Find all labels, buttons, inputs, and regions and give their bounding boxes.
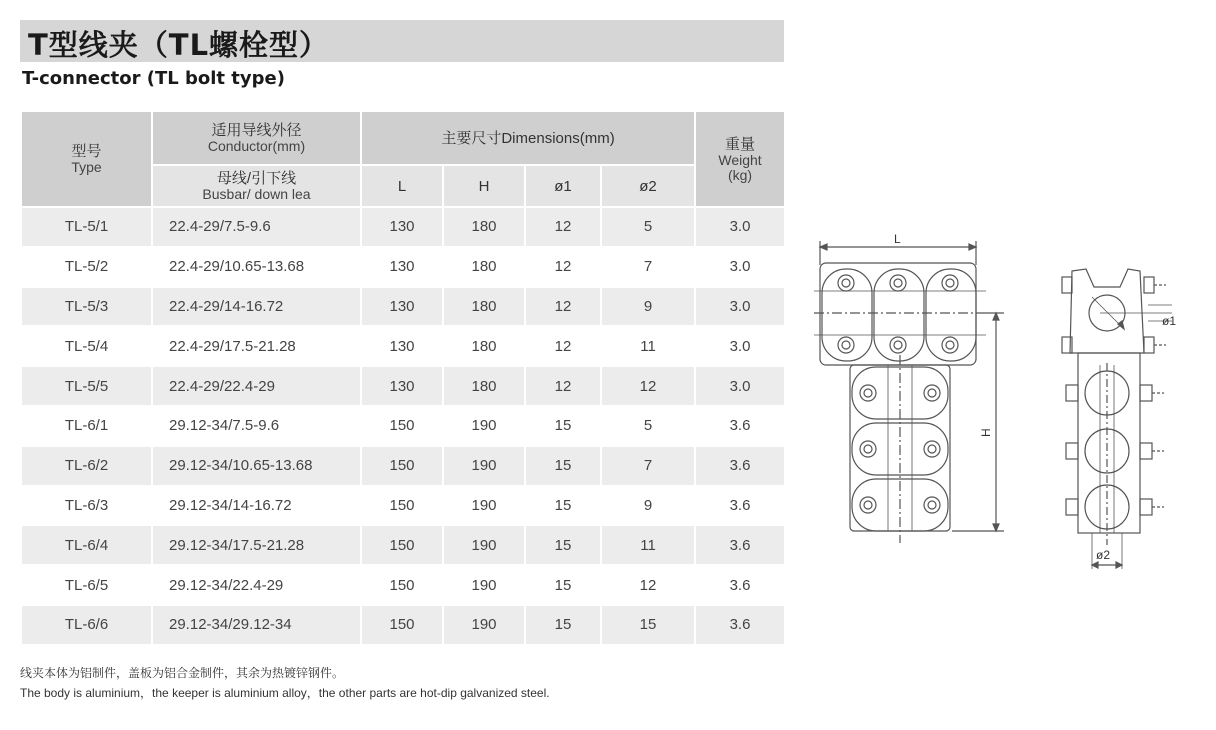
technical-drawing <box>800 225 1190 585</box>
material-note-cn: 线夹本体为铝制件，盖板为铝合金制件，其余为热镀锌钢件。 <box>20 666 345 680</box>
front-view <box>814 232 1004 543</box>
cell-H: 180 <box>443 247 525 287</box>
cell-H: 190 <box>443 486 525 526</box>
cell-L: 150 <box>361 486 443 526</box>
cell-type: TL-6/6 <box>21 605 152 645</box>
cell-d2: 11 <box>601 326 695 366</box>
cell-type: TL-5/5 <box>21 366 152 406</box>
cell-d1: 12 <box>525 287 601 327</box>
cell-weight: 3.0 <box>695 366 785 406</box>
header-d2: ø2 <box>601 165 695 207</box>
cell-type: TL-5/3 <box>21 287 152 327</box>
cell-d2: 11 <box>601 525 695 565</box>
cell-conductor: 22.4-29/17.5-21.28 <box>152 326 361 366</box>
cell-L: 150 <box>361 565 443 605</box>
cell-H: 190 <box>443 605 525 645</box>
cell-d2: 12 <box>601 366 695 406</box>
cell-conductor: 29.12-34/17.5-21.28 <box>152 525 361 565</box>
dim-label-H: H <box>979 428 993 437</box>
header-conductor: 适用导线外径 Conductor(mm) <box>152 111 361 165</box>
cell-d2: 5 <box>601 406 695 446</box>
cell-L: 150 <box>361 605 443 645</box>
dim-label-d2: ø2 <box>1096 548 1111 562</box>
upper-bolts <box>838 275 958 353</box>
table-row <box>21 326 785 366</box>
table-row <box>21 406 785 446</box>
cell-H: 190 <box>443 446 525 486</box>
cell-conductor: 29.12-34/14-16.72 <box>152 486 361 526</box>
side-view <box>1062 269 1176 569</box>
cell-H: 190 <box>443 565 525 605</box>
cell-H: 180 <box>443 326 525 366</box>
cell-H: 180 <box>443 207 525 247</box>
cell-weight: 3.0 <box>695 207 785 247</box>
cell-conductor: 29.12-34/29.12-34 <box>152 605 361 645</box>
cell-type: TL-6/2 <box>21 446 152 486</box>
cell-type: TL-5/2 <box>21 247 152 287</box>
table-row <box>21 486 785 526</box>
cell-type: TL-6/3 <box>21 486 152 526</box>
header-busbar: 母线/引下线 Busbar/ down lea <box>152 165 361 207</box>
cell-L: 130 <box>361 247 443 287</box>
table-row <box>21 525 785 565</box>
cell-d2: 9 <box>601 486 695 526</box>
cell-L: 130 <box>361 287 443 327</box>
title-bar <box>20 20 784 62</box>
cell-type: TL-6/5 <box>21 565 152 605</box>
cell-d2: 9 <box>601 287 695 327</box>
cell-L: 150 <box>361 406 443 446</box>
header-type: 型号 Type <box>21 111 152 207</box>
cell-d2: 15 <box>601 605 695 645</box>
cell-H: 190 <box>443 406 525 446</box>
cell-d1: 12 <box>525 207 601 247</box>
cell-d1: 15 <box>525 486 601 526</box>
page-title: T型线夹（TL螺栓型） <box>28 28 330 62</box>
header-weight: 重量 Weight (kg) <box>695 111 785 207</box>
table-row <box>21 207 785 247</box>
cell-H: 180 <box>443 287 525 327</box>
cell-d2: 7 <box>601 446 695 486</box>
cell-d1: 12 <box>525 326 601 366</box>
page-subtitle: T-connector (TL bolt type) <box>22 68 285 89</box>
cell-L: 130 <box>361 366 443 406</box>
cell-d1: 15 <box>525 605 601 645</box>
cell-weight: 3.6 <box>695 406 785 446</box>
cell-d2: 7 <box>601 247 695 287</box>
cell-conductor: 29.12-34/10.65-13.68 <box>152 446 361 486</box>
cell-d1: 15 <box>525 446 601 486</box>
cell-d1: 12 <box>525 366 601 406</box>
dim-label-L: L <box>894 232 901 246</box>
cell-H: 190 <box>443 525 525 565</box>
cell-L: 130 <box>361 326 443 366</box>
cell-type: TL-5/1 <box>21 207 152 247</box>
cell-d1: 15 <box>525 406 601 446</box>
cell-weight: 3.6 <box>695 446 785 486</box>
header-H: H <box>443 165 525 207</box>
cell-d1: 15 <box>525 565 601 605</box>
cell-d2: 12 <box>601 565 695 605</box>
cell-H: 180 <box>443 366 525 406</box>
cell-L: 150 <box>361 446 443 486</box>
cell-conductor: 22.4-29/10.65-13.68 <box>152 247 361 287</box>
table-row <box>21 287 785 327</box>
cell-conductor: 22.4-29/14-16.72 <box>152 287 361 327</box>
table-row <box>21 366 785 406</box>
cell-type: TL-6/4 <box>21 525 152 565</box>
table-row <box>21 565 785 605</box>
cell-weight: 3.0 <box>695 247 785 287</box>
cell-d1: 12 <box>525 247 601 287</box>
material-note-en: The body is aluminium，the keeper is aluminium alloy，the other parts are hot-dip galvanized steel. <box>20 686 550 700</box>
spec-table <box>20 110 786 646</box>
table-row <box>21 605 785 645</box>
cell-L: 130 <box>361 207 443 247</box>
cell-weight: 3.6 <box>695 605 785 645</box>
cell-weight: 3.6 <box>695 525 785 565</box>
cell-type: TL-5/4 <box>21 326 152 366</box>
cell-conductor: 22.4-29/7.5-9.6 <box>152 207 361 247</box>
cell-conductor: 22.4-29/22.4-29 <box>152 366 361 406</box>
header-L: L <box>361 165 443 207</box>
table-row <box>21 446 785 486</box>
cell-weight: 3.0 <box>695 287 785 327</box>
cell-L: 150 <box>361 525 443 565</box>
dim-label-d1: ø1 <box>1162 314 1177 328</box>
cell-conductor: 29.12-34/7.5-9.6 <box>152 406 361 446</box>
cell-weight: 3.6 <box>695 565 785 605</box>
cell-weight: 3.6 <box>695 486 785 526</box>
header-d1: ø1 <box>525 165 601 207</box>
header-dimensions: 主要尺寸Dimensions(mm) <box>361 111 695 165</box>
cell-d2: 5 <box>601 207 695 247</box>
cell-d1: 15 <box>525 525 601 565</box>
cell-weight: 3.0 <box>695 326 785 366</box>
cell-conductor: 29.12-34/22.4-29 <box>152 565 361 605</box>
cell-type: TL-6/1 <box>21 406 152 446</box>
table-row <box>21 247 785 287</box>
